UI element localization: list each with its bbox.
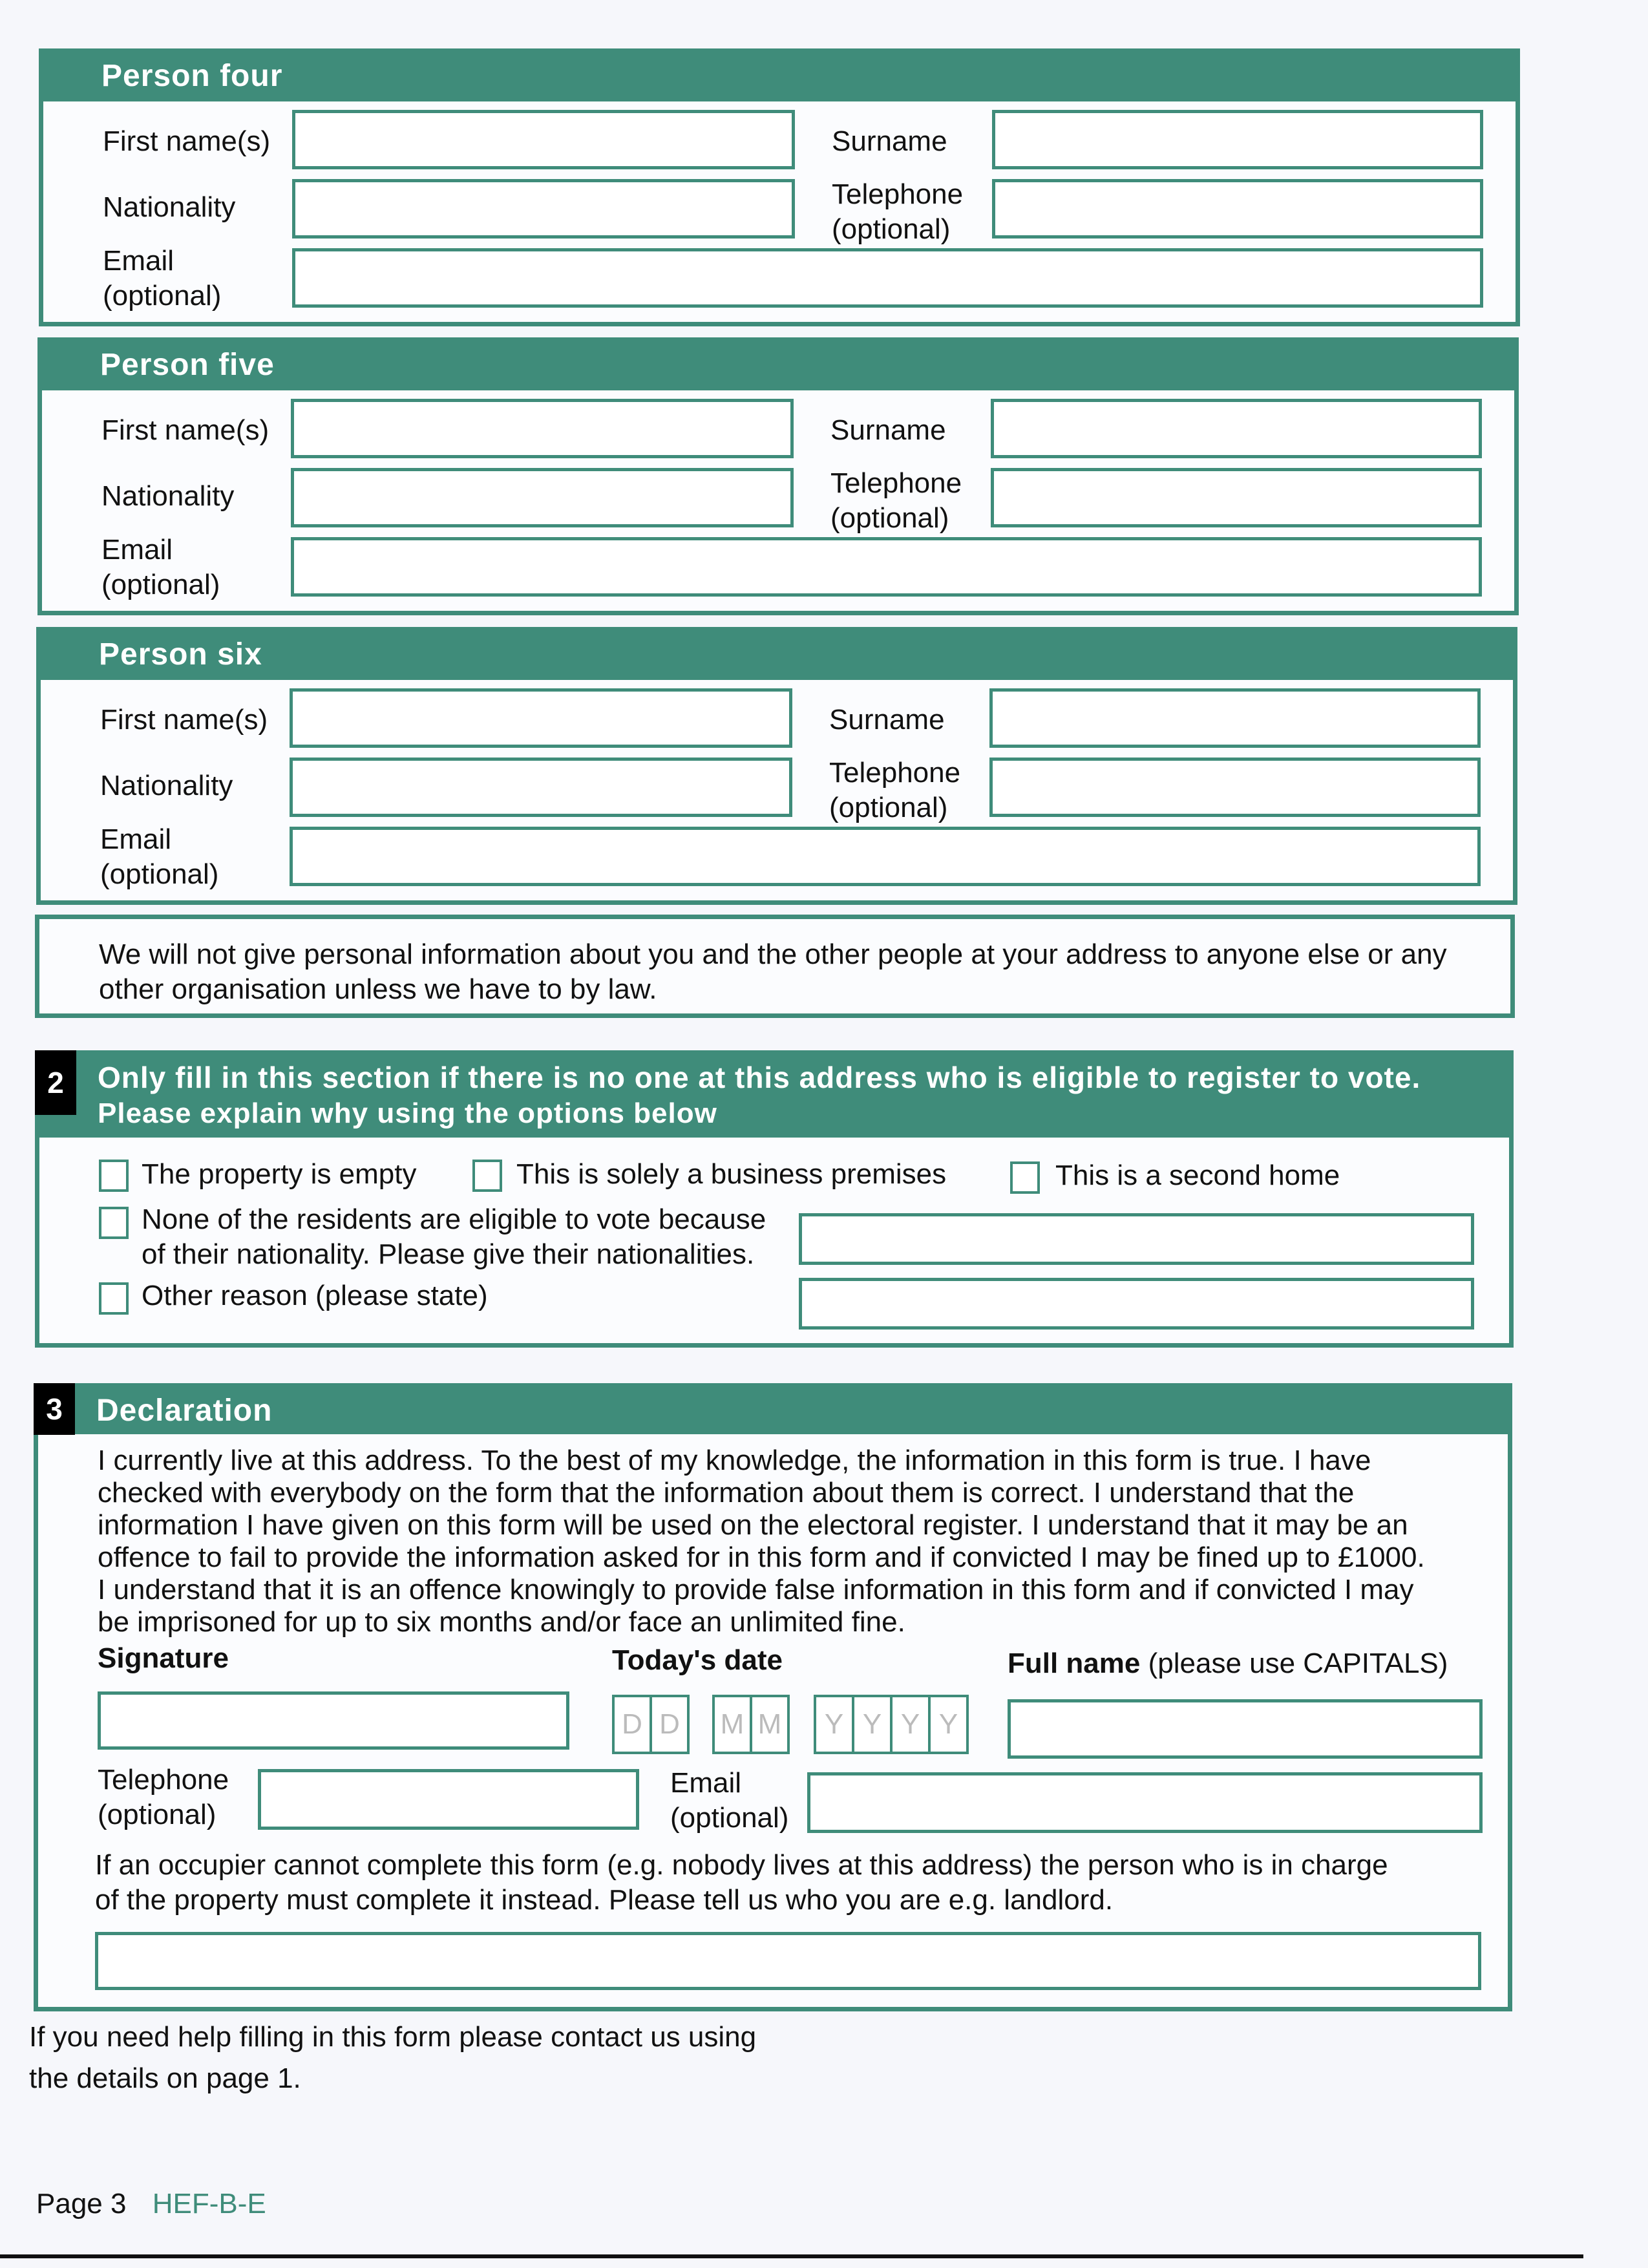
occupier-line-2: of the property must complete it instead. Please tell us who you are e.g. landlord. — [95, 1884, 1114, 1916]
person-four-surname-input[interactable] — [992, 110, 1483, 169]
optional-text: (optional) — [670, 1802, 789, 1834]
declaration-line: be imprisoned for up to six months and/or face an unlimited fine. — [98, 1606, 905, 1638]
telephone-label — [829, 756, 960, 825]
email-label-text: Email — [103, 245, 174, 277]
second-home-checkbox[interactable] — [1010, 1161, 1040, 1194]
first-name-label: First name(s) — [100, 704, 268, 736]
optional-text: (optional) — [832, 213, 951, 245]
business-premises-checkbox[interactable] — [472, 1160, 502, 1192]
telephone-label-text: Telephone — [830, 467, 962, 499]
telephone-label-text: Telephone — [832, 178, 964, 210]
declaration-line: checked with everybody on the form that the information about them is correct. I understand that the — [98, 1477, 1355, 1509]
nationality-reason-line-1: None of the residents are eligible to vote because — [142, 1203, 766, 1235]
full-name-label — [1008, 1646, 1448, 1681]
optional-text: (optional) — [829, 792, 948, 823]
person-five-title: Person five — [100, 348, 275, 382]
second-home-label: This is a second home — [1055, 1160, 1340, 1191]
section-3-title: Declaration — [96, 1394, 273, 1428]
email-label — [100, 822, 218, 892]
section-2-number: 2 — [35, 1050, 76, 1115]
section-3-header — [38, 1388, 1508, 1434]
occupier-text — [95, 1848, 1388, 1918]
person-four-email-input[interactable] — [292, 248, 1483, 308]
who-you-are-input[interactable] — [95, 1932, 1481, 1990]
nationalities-input[interactable] — [799, 1213, 1474, 1265]
business-premises-label: This is solely a business premises — [516, 1158, 947, 1190]
telephone-label — [830, 466, 962, 536]
person-four-header — [43, 53, 1516, 101]
section-2-panel — [35, 1050, 1514, 1348]
person-six-surname-input[interactable] — [989, 688, 1481, 748]
declaration-line: offence to fail to provide the information asked for in this form and if convicted I may be fined up to £1000. — [98, 1542, 1425, 1573]
person-four-title: Person four — [101, 59, 283, 93]
property-empty-checkbox[interactable] — [99, 1160, 129, 1192]
occupier-line-1: If an occupier cannot complete this form (e.g. nobody lives at this address) the person who is in charge — [95, 1849, 1388, 1881]
declaration-email-input[interactable] — [807, 1772, 1483, 1833]
date-year-input[interactable] — [814, 1695, 969, 1754]
other-reason-input[interactable] — [799, 1278, 1474, 1330]
date-cell: Y — [893, 1697, 931, 1752]
surname-label: Surname — [829, 704, 945, 736]
telephone-label — [832, 177, 963, 247]
date-cell: D — [615, 1697, 652, 1752]
optional-text: (optional) — [101, 569, 220, 600]
person-five-telephone-input[interactable] — [991, 468, 1482, 527]
optional-text: (optional) — [100, 858, 219, 890]
first-name-label: First name(s) — [103, 125, 271, 157]
form-code: HEF-B-E — [152, 2188, 266, 2220]
date-day-input[interactable] — [612, 1695, 690, 1754]
other-reason-label: Other reason (please state) — [142, 1280, 488, 1311]
person-five-nationality-input[interactable] — [291, 468, 794, 527]
email-label-text: Email — [100, 823, 172, 855]
full-name-input[interactable] — [1008, 1699, 1483, 1759]
privacy-notice-text — [99, 937, 1447, 1007]
property-empty-label: The property is empty — [142, 1158, 417, 1190]
page-footer — [36, 2188, 266, 2220]
other-reason-checkbox[interactable] — [99, 1282, 129, 1315]
help-line-2: the details on page 1. — [29, 2062, 301, 2094]
section-3-panel — [34, 1383, 1512, 2011]
email-label — [101, 533, 220, 602]
privacy-line-2: other organisation unless we have to by law. — [99, 973, 657, 1005]
person-six-first-name-input[interactable] — [290, 688, 792, 748]
declaration-text — [98, 1445, 1425, 1638]
todays-date-label: Today's date — [612, 1644, 783, 1676]
help-line-1: If you need help filling in this form please contact us using — [29, 2021, 757, 2053]
section-3-number: 3 — [34, 1383, 75, 1435]
full-name-label-hint: (please use CAPITALS) — [1140, 1648, 1448, 1679]
nationality-label: Nationality — [100, 770, 233, 801]
optional-text: (optional) — [830, 502, 949, 534]
person-six-email-input[interactable] — [290, 827, 1481, 886]
date-cell: Y — [816, 1697, 854, 1752]
signature-label: Signature — [98, 1642, 229, 1674]
nationality-reason-line-2: of their nationality. Please give their nationalities. — [142, 1238, 755, 1270]
date-month-input[interactable] — [712, 1695, 790, 1754]
page-edge-divider — [0, 2254, 1583, 2258]
section-2-header — [39, 1055, 1509, 1138]
person-four-telephone-input[interactable] — [992, 179, 1483, 238]
date-cell: D — [659, 1708, 680, 1740]
person-five-email-input[interactable] — [291, 537, 1482, 597]
date-cell: M — [715, 1697, 752, 1752]
section-2-title-line-1: Only fill in this section if there is no one at this address who is eligible to register to vote. — [98, 1061, 1421, 1094]
declaration-email-label — [670, 1766, 788, 1836]
first-name-label: First name(s) — [101, 414, 269, 446]
person-five-header — [42, 342, 1514, 390]
declaration-line: I understand that it is an offence knowingly to provide false information in this form and if convicted I may — [98, 1574, 1414, 1606]
nationality-reason-checkbox[interactable] — [99, 1207, 129, 1239]
person-four-panel — [39, 48, 1520, 326]
declaration-telephone-input[interactable] — [258, 1769, 639, 1830]
telephone-label-text: Telephone — [829, 757, 961, 789]
date-cell: M — [757, 1708, 782, 1740]
declaration-telephone-label — [98, 1763, 229, 1832]
person-five-first-name-input[interactable] — [291, 399, 794, 458]
help-text — [29, 2017, 756, 2099]
telephone-label-text: Telephone — [98, 1764, 229, 1796]
privacy-notice-panel — [35, 915, 1515, 1018]
declaration-line: information I have given on this form will be used on the electoral register. I understand that it may be an — [98, 1509, 1408, 1541]
nationality-label: Nationality — [101, 480, 235, 512]
privacy-line-1: We will not give personal information about you and the other people at your address to anyone else or any — [99, 938, 1447, 970]
person-six-title: Person six — [99, 637, 262, 672]
person-six-header — [41, 631, 1513, 680]
date-cell: Y — [854, 1697, 893, 1752]
declaration-line: I currently live at this address. To the best of my knowledge, the information in this form is true. I have — [98, 1445, 1371, 1476]
nationality-label: Nationality — [103, 191, 236, 223]
surname-label: Surname — [832, 125, 947, 157]
email-label-text: Email — [101, 534, 173, 566]
optional-text: (optional) — [98, 1799, 217, 1830]
email-label-text: Email — [670, 1767, 742, 1799]
date-cell: Y — [938, 1708, 958, 1740]
optional-text: (optional) — [103, 280, 222, 312]
person-four-first-name-input[interactable] — [292, 110, 795, 169]
page-number: Page 3 — [36, 2188, 127, 2220]
nationality-reason-label — [142, 1202, 766, 1272]
signature-input[interactable] — [98, 1691, 569, 1750]
person-six-panel — [36, 627, 1517, 905]
surname-label: Surname — [830, 414, 946, 446]
person-six-telephone-input[interactable] — [989, 758, 1481, 817]
person-four-nationality-input[interactable] — [292, 179, 795, 238]
person-five-panel — [37, 337, 1519, 615]
full-name-label-bold: Full name — [1008, 1648, 1141, 1679]
section-2-title-line-2: Please explain why using the options below — [98, 1097, 717, 1129]
email-label — [103, 244, 221, 313]
person-six-nationality-input[interactable] — [290, 758, 792, 817]
person-five-surname-input[interactable] — [991, 399, 1482, 458]
